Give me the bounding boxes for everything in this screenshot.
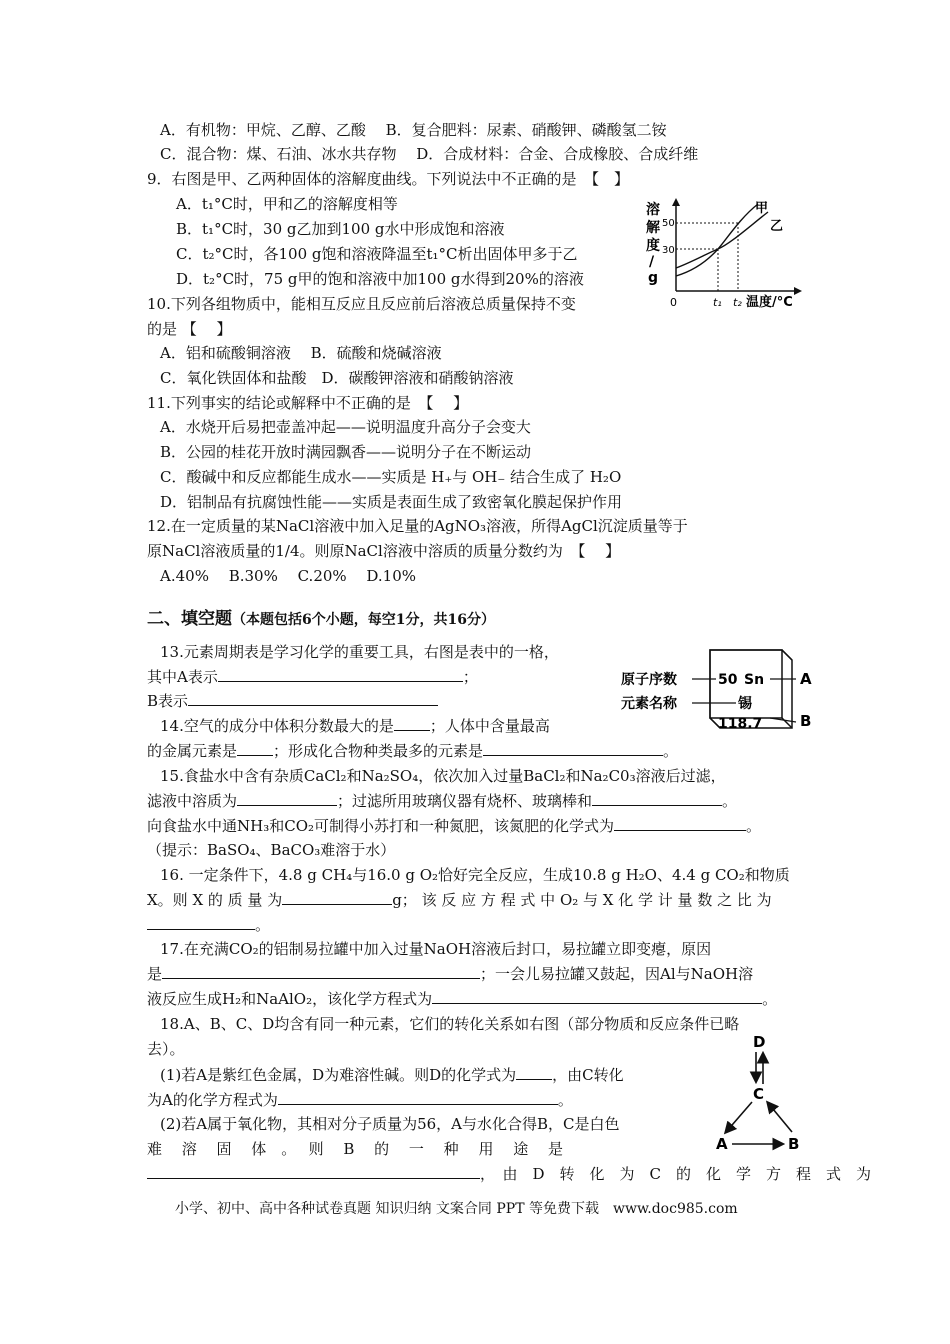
q13-line-1: 13.元素周期表是学习化学的重要工具，右图是表中的一格，	[160, 643, 559, 661]
pointer-a-label: A	[800, 670, 812, 688]
q14-l2-end: 。	[663, 742, 679, 760]
q16-l3-end: 。	[255, 916, 271, 934]
q15-blank-3[interactable]	[614, 817, 746, 831]
y-axis-arrow	[672, 198, 680, 206]
q14-blank-1[interactable]	[394, 717, 430, 731]
q10-options-ab: A．铝和硫酸铜溶液 B．硫酸和烧碱溶液	[160, 344, 442, 362]
y-label-char-4: /	[649, 254, 655, 270]
q11-option-d: D．铝制品有抗腐蚀性能——实质是表面生成了致密氧化膜起保护作用	[160, 493, 623, 511]
q15-line-1: 15.食盐水中含有杂质CaCl₂和Na₂SO₄，依次加入过量BaCl₂和Na₂C0₃溶液后过滤，	[160, 767, 726, 785]
element-symbol: Sn	[744, 672, 765, 688]
q13-blank-b[interactable]	[188, 692, 438, 706]
q14-l1-end: ；人体中含量最高	[429, 717, 550, 735]
q15-l3-end: 。	[746, 817, 762, 835]
pointer-b-label: B	[800, 712, 812, 730]
node-a: A	[716, 1135, 728, 1153]
element-cell-figure	[618, 646, 818, 736]
arrow-b-to-c	[768, 1103, 792, 1132]
q14-l2-mid: ；形成化合物种类最多的元素是	[273, 742, 484, 760]
element-name: 锡	[738, 696, 752, 712]
q10-stem-1: 10.下列各组物质中，能相互反应且反应前后溶液总质量保持不变	[147, 295, 576, 313]
q13-line-3	[147, 692, 438, 710]
q17-line-1: 17.在充满CO₂的铝制易拉罐中加入过量NaOH溶液后封口，易拉罐立即变瘪，原因	[160, 940, 712, 958]
y-label-char-3: 度	[646, 238, 660, 254]
q16-l2-text: X。则 X 的 质 量 为	[147, 891, 283, 909]
conversion-diagram	[712, 1032, 812, 1154]
curve-jia	[676, 204, 758, 276]
curve-yi	[676, 212, 768, 268]
q15-blank-2[interactable]	[592, 792, 722, 806]
q11-option-b: B．公园的桂花开放时满园飘香——说明分子在不断运动	[160, 443, 532, 461]
q16-line-1: 16. 一定条件下，4.8 g CH₄与16.0 g O₂恰好完全反应，生成10.8 g H₂O、4.4 g CO₂和物质	[160, 866, 790, 884]
q14-blank-3[interactable]	[483, 742, 663, 756]
arrow-c-to-a	[726, 1102, 752, 1132]
q18-line-2: 去）。	[147, 1040, 185, 1058]
node-c: C	[753, 1085, 765, 1103]
q17-l2-end: ；一会儿易拉罐又鼓起，因Al与NaOH溶	[480, 965, 754, 983]
q15-hint: （提示：BaSO₄、BaCO₃难溶于水）	[147, 841, 396, 859]
q18-line-1: 18.A、B、C、D均含有同一种元素，它们的转化关系如右图（部分物质和反应条件已略	[160, 1015, 740, 1033]
element-mass: 118.7	[718, 716, 763, 732]
t2-label: t₂	[733, 296, 742, 309]
q15-l3-text: 向食盐水中通NH₃和CO₂可制得小苏打和一种氮肥，该氮肥的化学式为	[147, 817, 615, 835]
q13-blank-a[interactable]	[218, 668, 463, 682]
q8-option-b: B．复合肥料：尿素、硝酸钾、磷酸氢二铵	[385, 121, 667, 139]
q10-stem-2: 的是 【 】	[147, 320, 232, 338]
q14-l2-text: 的金属元素是	[147, 742, 238, 760]
q14-blank-2[interactable]	[237, 742, 273, 756]
q18-part1-line-1	[160, 1066, 624, 1084]
section-2-title: 二、填空题	[147, 609, 232, 629]
label-jia: 甲	[755, 201, 769, 216]
y-label-char-2: 解	[646, 220, 660, 236]
origin-label: 0	[670, 296, 677, 309]
page-footer: 小学、初中、高中各种试卷真题 知识归纳 文案合同 PPT 等免费下载 www.doc985.com	[175, 1201, 738, 1217]
q17-l3-text: 液反应生成H₂和NaAlO₂，该化学方程式为	[147, 990, 433, 1008]
q14-l1-text: 14.空气的成分中体积分数最大的是	[160, 717, 394, 735]
q13-l3-text: B表示	[147, 692, 189, 710]
q9-option-b: B．t₁°C时，30 g乙加到100 g水中形成饱和溶液	[176, 220, 505, 238]
q12-stem-1: 12.在一定质量的某NaCl溶液中加入足量的AgNO₃溶液，所得AgCl沉淀质量等于	[147, 517, 688, 535]
y-label-char-5: g	[648, 270, 659, 286]
q8-options-ab	[160, 121, 667, 139]
y-label-char-1: 溶	[646, 202, 660, 218]
q9-stem: 9．右图是甲、乙两种固体的溶解度曲线。下列说法中不正确的是 【 】	[147, 170, 630, 188]
q16-line-3	[147, 916, 270, 934]
q9-option-c: C．t₂°C时，各100 g饱和溶液降温至t₁°C析出固体甲多于乙	[176, 245, 578, 263]
q17-blank-2[interactable]	[432, 990, 762, 1004]
tick-30: 30	[662, 245, 675, 256]
q16-l2-end: g； 该 反 应 方 程 式 中 O₂ 与 X 化 学 计 量 数 之 比 为	[392, 891, 772, 909]
q14-line-2	[147, 742, 678, 760]
q15-line-2	[147, 792, 737, 810]
q17-blank-1[interactable]	[162, 965, 480, 979]
q16-blank-1[interactable]	[282, 891, 392, 905]
q18-part2-line-2: 难 溶 固 体 。 则 B 的 一 种 用 途 是	[147, 1140, 563, 1158]
q18-blank-1[interactable]	[516, 1066, 552, 1080]
q18-p2-end: ， 由 D 转 化 为 C 的 化 学 方 程 式 为	[480, 1165, 872, 1183]
q12-options: A.40% B.30% C.20% D.10%	[160, 567, 417, 585]
q14-line-1	[160, 717, 550, 735]
section-2-heading	[147, 604, 495, 629]
q17-l2-text: 是	[147, 965, 163, 983]
x-axis-arrow	[794, 287, 802, 295]
q18-p1-mid: ，由C转化	[552, 1066, 624, 1084]
q8-option-c: C．混合物：煤、石油、冰水共存物	[160, 145, 397, 163]
q9-option-a: A．t₁°C时，甲和乙的溶解度相等	[176, 195, 398, 213]
q17-line-3	[147, 990, 777, 1008]
element-number: 50	[718, 672, 738, 688]
q10-options-cd: C．氧化铁固体和盐酸 D．碳酸钾溶液和硝酸钠溶液	[160, 369, 514, 387]
q9-option-d: D．t₂°C时，75 g甲的饱和溶液中加100 g水得到20%的溶液	[176, 270, 584, 288]
q18-p1-text-2: 为A的化学方程式为	[147, 1091, 278, 1109]
q11-option-c: C．酸碱中和反应都能生成水——实质是 H₊与 OH₋ 结合生成了 H₂O	[160, 468, 622, 486]
q17-line-2	[147, 965, 753, 983]
q16-blank-2[interactable]	[147, 916, 255, 930]
q8-option-d: D．合成材料：合金、合成橡胶、合成纤维	[416, 145, 699, 163]
q16-line-2	[147, 891, 772, 909]
q15-l2-mid: ；过滤所用玻璃仪器有烧杯、玻璃棒和	[337, 792, 593, 810]
q15-blank-1[interactable]	[237, 792, 337, 806]
q15-line-3	[147, 817, 761, 835]
q11-stem: 11.下列事实的结论或解释中不正确的是 【 】	[147, 394, 469, 412]
label-atomic-number: 原子序数	[621, 672, 677, 688]
q18-part2-line-1: (2)若A属于氧化物，其相对分子质量为56，A与水化合得B，C是白色	[160, 1115, 620, 1133]
label-yi: 乙	[770, 219, 784, 234]
q18-blank-3[interactable]	[147, 1165, 480, 1179]
q18-blank-2[interactable]	[278, 1091, 558, 1105]
q18-p1-text: (1)若A是紫红色金属，D为难溶性碱。则D的化学式为	[160, 1066, 517, 1084]
tick-50: 50	[662, 218, 675, 229]
label-element-name: 元素名称	[621, 696, 677, 712]
x-axis-label: 温度/°C	[746, 295, 793, 310]
solubility-curve-figure	[640, 196, 810, 314]
node-d: D	[753, 1033, 766, 1051]
q12-stem-2: 原NaCl溶液质量的1/4。则原NaCl溶液中溶质的质量分数约为 【 】	[147, 542, 621, 560]
q15-l2-text: 滤液中溶质为	[147, 792, 238, 810]
q17-l3-end: 。	[762, 990, 778, 1008]
q11-option-a: A．水烧开后易把壶盖冲起——说明温度升高分子会变大	[160, 418, 531, 436]
q13-l2-text: 其中A表示	[147, 668, 218, 686]
section-2-note: （本题包括6个小题，每空1分，共16分）	[232, 612, 495, 628]
y-axis-label	[646, 201, 661, 286]
t1-label: t₁	[713, 296, 722, 309]
q18-part1-line-2	[147, 1091, 573, 1109]
q15-l2-end: 。	[722, 792, 738, 810]
q8-options-cd	[160, 145, 698, 163]
q18-part2-line-3	[147, 1165, 871, 1183]
q13-l2-end: ；	[462, 668, 478, 686]
q8-option-a: A．有机物：甲烷、乙醇、乙酸	[160, 121, 366, 139]
q13-line-2	[147, 668, 478, 686]
q18-p1-end: 。	[557, 1091, 573, 1109]
node-b: B	[788, 1135, 800, 1153]
